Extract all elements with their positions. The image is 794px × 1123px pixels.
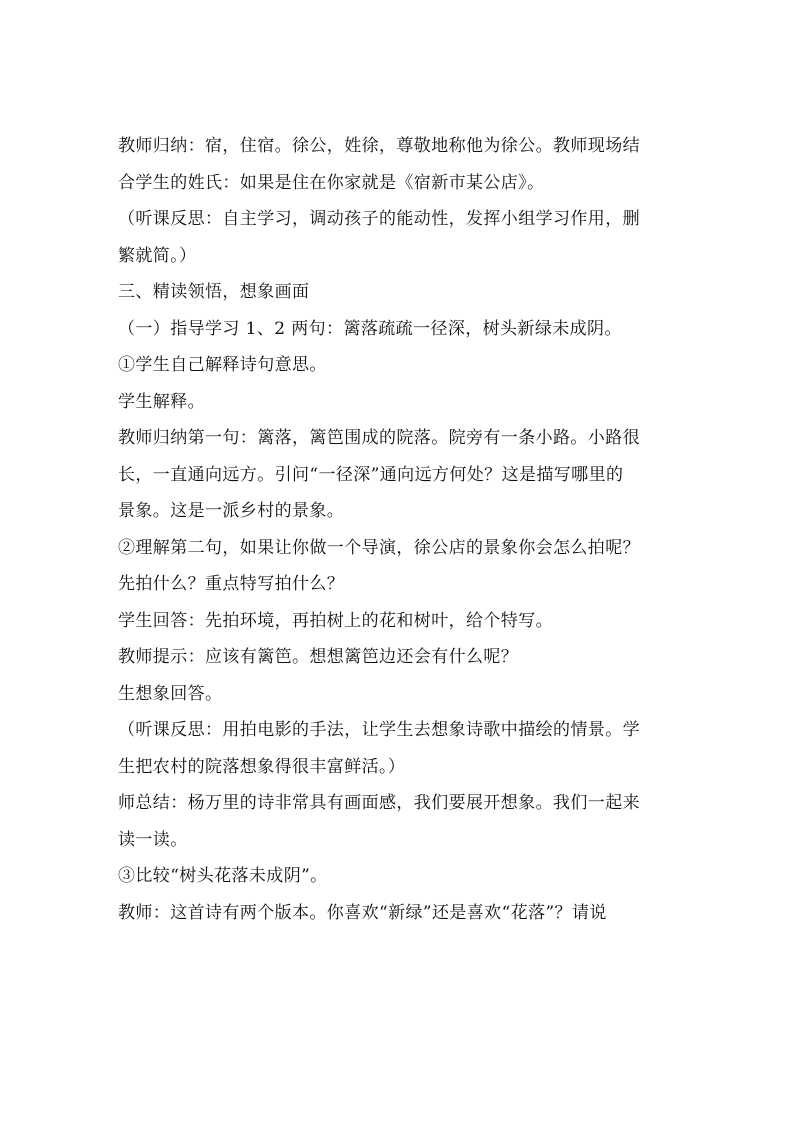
text-line: ②理解第二句，如果让你做一个导演，徐公店的景象你会怎么拍呢？ bbox=[118, 537, 640, 558]
text-line: ①学生自己解释诗句意思。 bbox=[118, 355, 327, 375]
text-line: 读一读。 bbox=[118, 829, 188, 850]
text-line: 合学生的姓氏：如果是住在你家就是《宿新市某公店》。 bbox=[118, 172, 545, 193]
text-line: （听课反思：自主学习，调动孩子的能动性，发挥小组学习作用，删 bbox=[118, 209, 640, 229]
text-line: 教师提示：应该有篱笆。想想篱笆边还会有什么呢？ bbox=[118, 647, 519, 667]
subsection-heading: （一）指导学习 1、2 两句：篱落疏疏一径深，树头新绿未成阴。 bbox=[118, 318, 622, 339]
text-line: 生想象回答。 bbox=[118, 683, 223, 704]
text-line: （听课反思：用拍电影的手法，让学生去想象诗歌中描绘的情景。学 bbox=[118, 720, 640, 740]
text-line: 学生解释。 bbox=[118, 391, 205, 412]
text-line: 生把农村的院落想象得很丰富鲜活。） bbox=[118, 756, 406, 777]
text-line: 繁就简。） bbox=[118, 245, 197, 266]
text-line: 景象。这是一派乡村的景象。 bbox=[118, 501, 345, 521]
text-line: 教师：这首诗有两个版本。你喜欢“新绿”还是喜欢“花落”？请说 bbox=[118, 902, 607, 923]
text-line: 教师归纳：宿，住宿。徐公，姓徐，尊敬地称他为徐公。教师现场结 bbox=[118, 136, 640, 156]
text-line: 教师归纳第一句：篱落，篱笆围成的院落。院旁有一条小路。小路很 bbox=[118, 428, 640, 448]
text-line: 长，一直通向远方。引问“一径深”通向远方何处？这是描写哪里的 bbox=[118, 464, 624, 485]
text-line: 学生回答：先拍环境，再拍树上的花和树叶，给个特写。 bbox=[118, 610, 553, 631]
document-body bbox=[118, 132, 684, 935]
text-line: 师总结：杨万里的诗非常具有画面感，我们要展开想象。我们一起来 bbox=[118, 793, 640, 813]
section-heading: 三、精读领悟，想象画面 bbox=[118, 282, 310, 302]
text-line: ③比较“树头花落未成阴”。 bbox=[118, 866, 328, 886]
text-line: 先拍什么？重点特写拍什么？ bbox=[118, 574, 345, 594]
